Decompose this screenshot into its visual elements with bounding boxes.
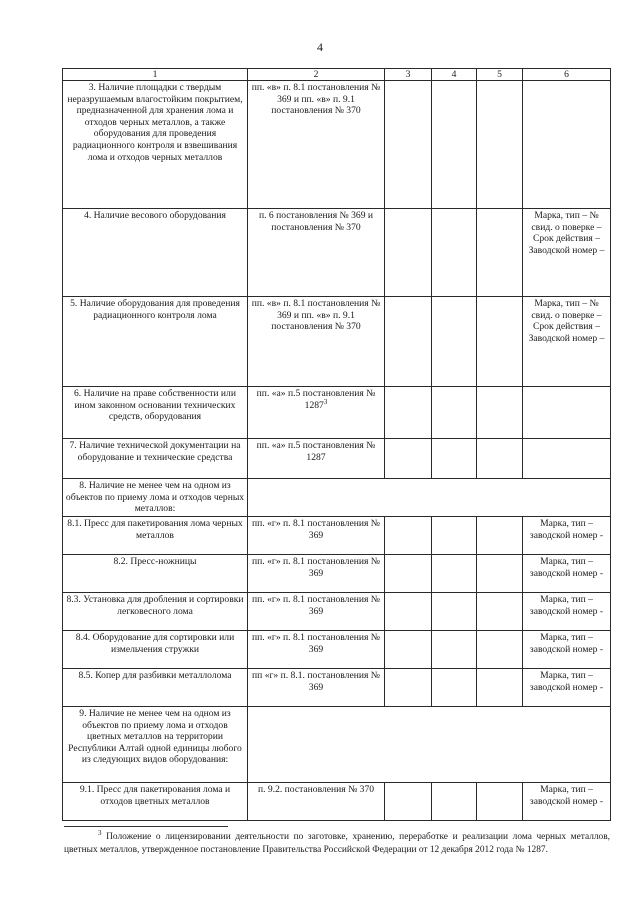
requirement-cell: 8.3. Установка для дробления и сортировки легковесного лома: [63, 593, 248, 631]
footnote-reference: 3: [323, 397, 328, 406]
equipment-details-cell: [523, 387, 611, 439]
table-row: [63, 387, 611, 439]
column-header-5: 5: [477, 69, 523, 81]
licensing-requirements-table: [62, 68, 611, 821]
requirement-cell: 5. Наличие оборудования для проведения радиационного контроля лома: [63, 297, 248, 387]
legal-basis-cell: пп. «в» п. 8.1 постановления № 369 и пп. «в» п. 9.1 постановления № 370: [248, 81, 385, 209]
table-row: [63, 479, 611, 517]
section-heading-cell: 9. Наличие не менее чем на одном из объектов по приему лома и отходов цветных металлов на территории Республики Алтай одной единицы любого из следующих видов оборудования:: [63, 707, 248, 783]
column-header-2: 2: [248, 69, 385, 81]
section-heading-cell: 8. Наличие не менее чем на одном из объектов по приему лома и отходов черных металлов:: [63, 479, 248, 517]
table-row: [63, 297, 611, 387]
legal-basis-cell: п. 6 постановления № 369 и постановления № 370: [248, 209, 385, 297]
equipment-details-cell: [523, 439, 611, 479]
table-row: [63, 555, 611, 593]
requirement-cell: 3. Наличие площадки с твердым неразрушаемым влагостойким покрытием, предназначенной для хранения лома и отходов черных металлов, а также оборудования для проведения радиационного контроля и взвешивания лома и отходов черных металлов: [63, 81, 248, 209]
table-header-row: [63, 69, 611, 81]
requirement-cell: 8.4. Оборудование для сортировки или измельчения стружки: [63, 631, 248, 669]
legal-basis-text: пп. «а» п.5 постановления № 1287: [256, 388, 376, 411]
footnote: [64, 828, 611, 857]
equipment-details-cell: Марка, тип – заводской номер -: [523, 669, 611, 707]
table-row: [63, 669, 611, 707]
legal-basis-cell: пп. «г» п. 8.1 постановления № 369: [248, 593, 385, 631]
column-header-4: 4: [432, 69, 477, 81]
legal-basis-cell: [248, 387, 385, 439]
requirement-cell: 8.2. Пресс-ножницы: [63, 555, 248, 593]
legal-basis-cell: п. 9.2. постановления № 370: [248, 783, 385, 821]
footnote-text: Положение о лицензировании деятельности по заготовке, хранению, переработке и реализации лома черных металлов, цветных металлов, утвержденное постановление Правительства Российской Федерации от 12 декабря 2012 года № 1287.: [64, 832, 611, 855]
column-header-6: 6: [523, 69, 611, 81]
equipment-details-cell: Марка, тип – № свид. о поверке – Срок действия – Заводской номер –: [523, 297, 611, 387]
equipment-details-cell: Марка, тип – заводской номер -: [523, 593, 611, 631]
requirement-cell: 9.1. Пресс для пакетирования лома и отходов цветных металлов: [63, 783, 248, 821]
legal-basis-cell: пп. «г» п. 8.1 постановления № 369: [248, 631, 385, 669]
equipment-details-cell: Марка, тип – № свид. о поверке – Срок действия – Заводской номер –: [523, 209, 611, 297]
table-row: [63, 783, 611, 821]
equipment-details-cell: Марка, тип – заводской номер -: [523, 783, 611, 821]
requirement-cell: 8.1. Пресс для пакетирования лома черных металлов: [63, 517, 248, 555]
requirement-cell: 4. Наличие весового оборудования: [63, 209, 248, 297]
legal-basis-cell: пп. «г» п. 8.1 постановления № 369: [248, 555, 385, 593]
page-number: 4: [317, 40, 323, 54]
legal-basis-cell: пп «г» п. 8.1. постановления № 369: [248, 669, 385, 707]
column-header-1: 1: [63, 69, 248, 81]
equipment-details-cell: Марка, тип – заводской номер -: [523, 517, 611, 555]
merged-cell: [248, 479, 611, 517]
legal-basis-cell: пп. «г» п. 8.1 постановления № 369: [248, 517, 385, 555]
footnote-divider: [64, 826, 228, 827]
merged-cell: [248, 707, 611, 783]
table-row: [63, 593, 611, 631]
footnote-mark: 3: [98, 828, 102, 837]
table-row: [63, 209, 611, 297]
legal-basis-cell: пп. «а» п.5 постановления № 1287: [248, 439, 385, 479]
equipment-details-cell: [523, 81, 611, 209]
table-row: [63, 81, 611, 209]
equipment-details-cell: Марка, тип – заводской номер -: [523, 555, 611, 593]
equipment-details-cell: Марка, тип – заводской номер -: [523, 631, 611, 669]
table-row: [63, 631, 611, 669]
requirement-cell: 7. Наличие технической документации на оборудование и технические средства: [63, 439, 248, 479]
legal-basis-cell: пп. «в» п. 8.1 постановления № 369 и пп. «в» п. 9.1 постановления № 370: [248, 297, 385, 387]
table-row: [63, 517, 611, 555]
column-header-3: 3: [385, 69, 432, 81]
table-row: [63, 439, 611, 479]
table-row: [63, 707, 611, 783]
requirement-cell: 8.5. Копер для разбивки металлолома: [63, 669, 248, 707]
requirement-cell: 6. Наличие на праве собственности или ином законном основании технических средств, оборудования: [63, 387, 248, 439]
